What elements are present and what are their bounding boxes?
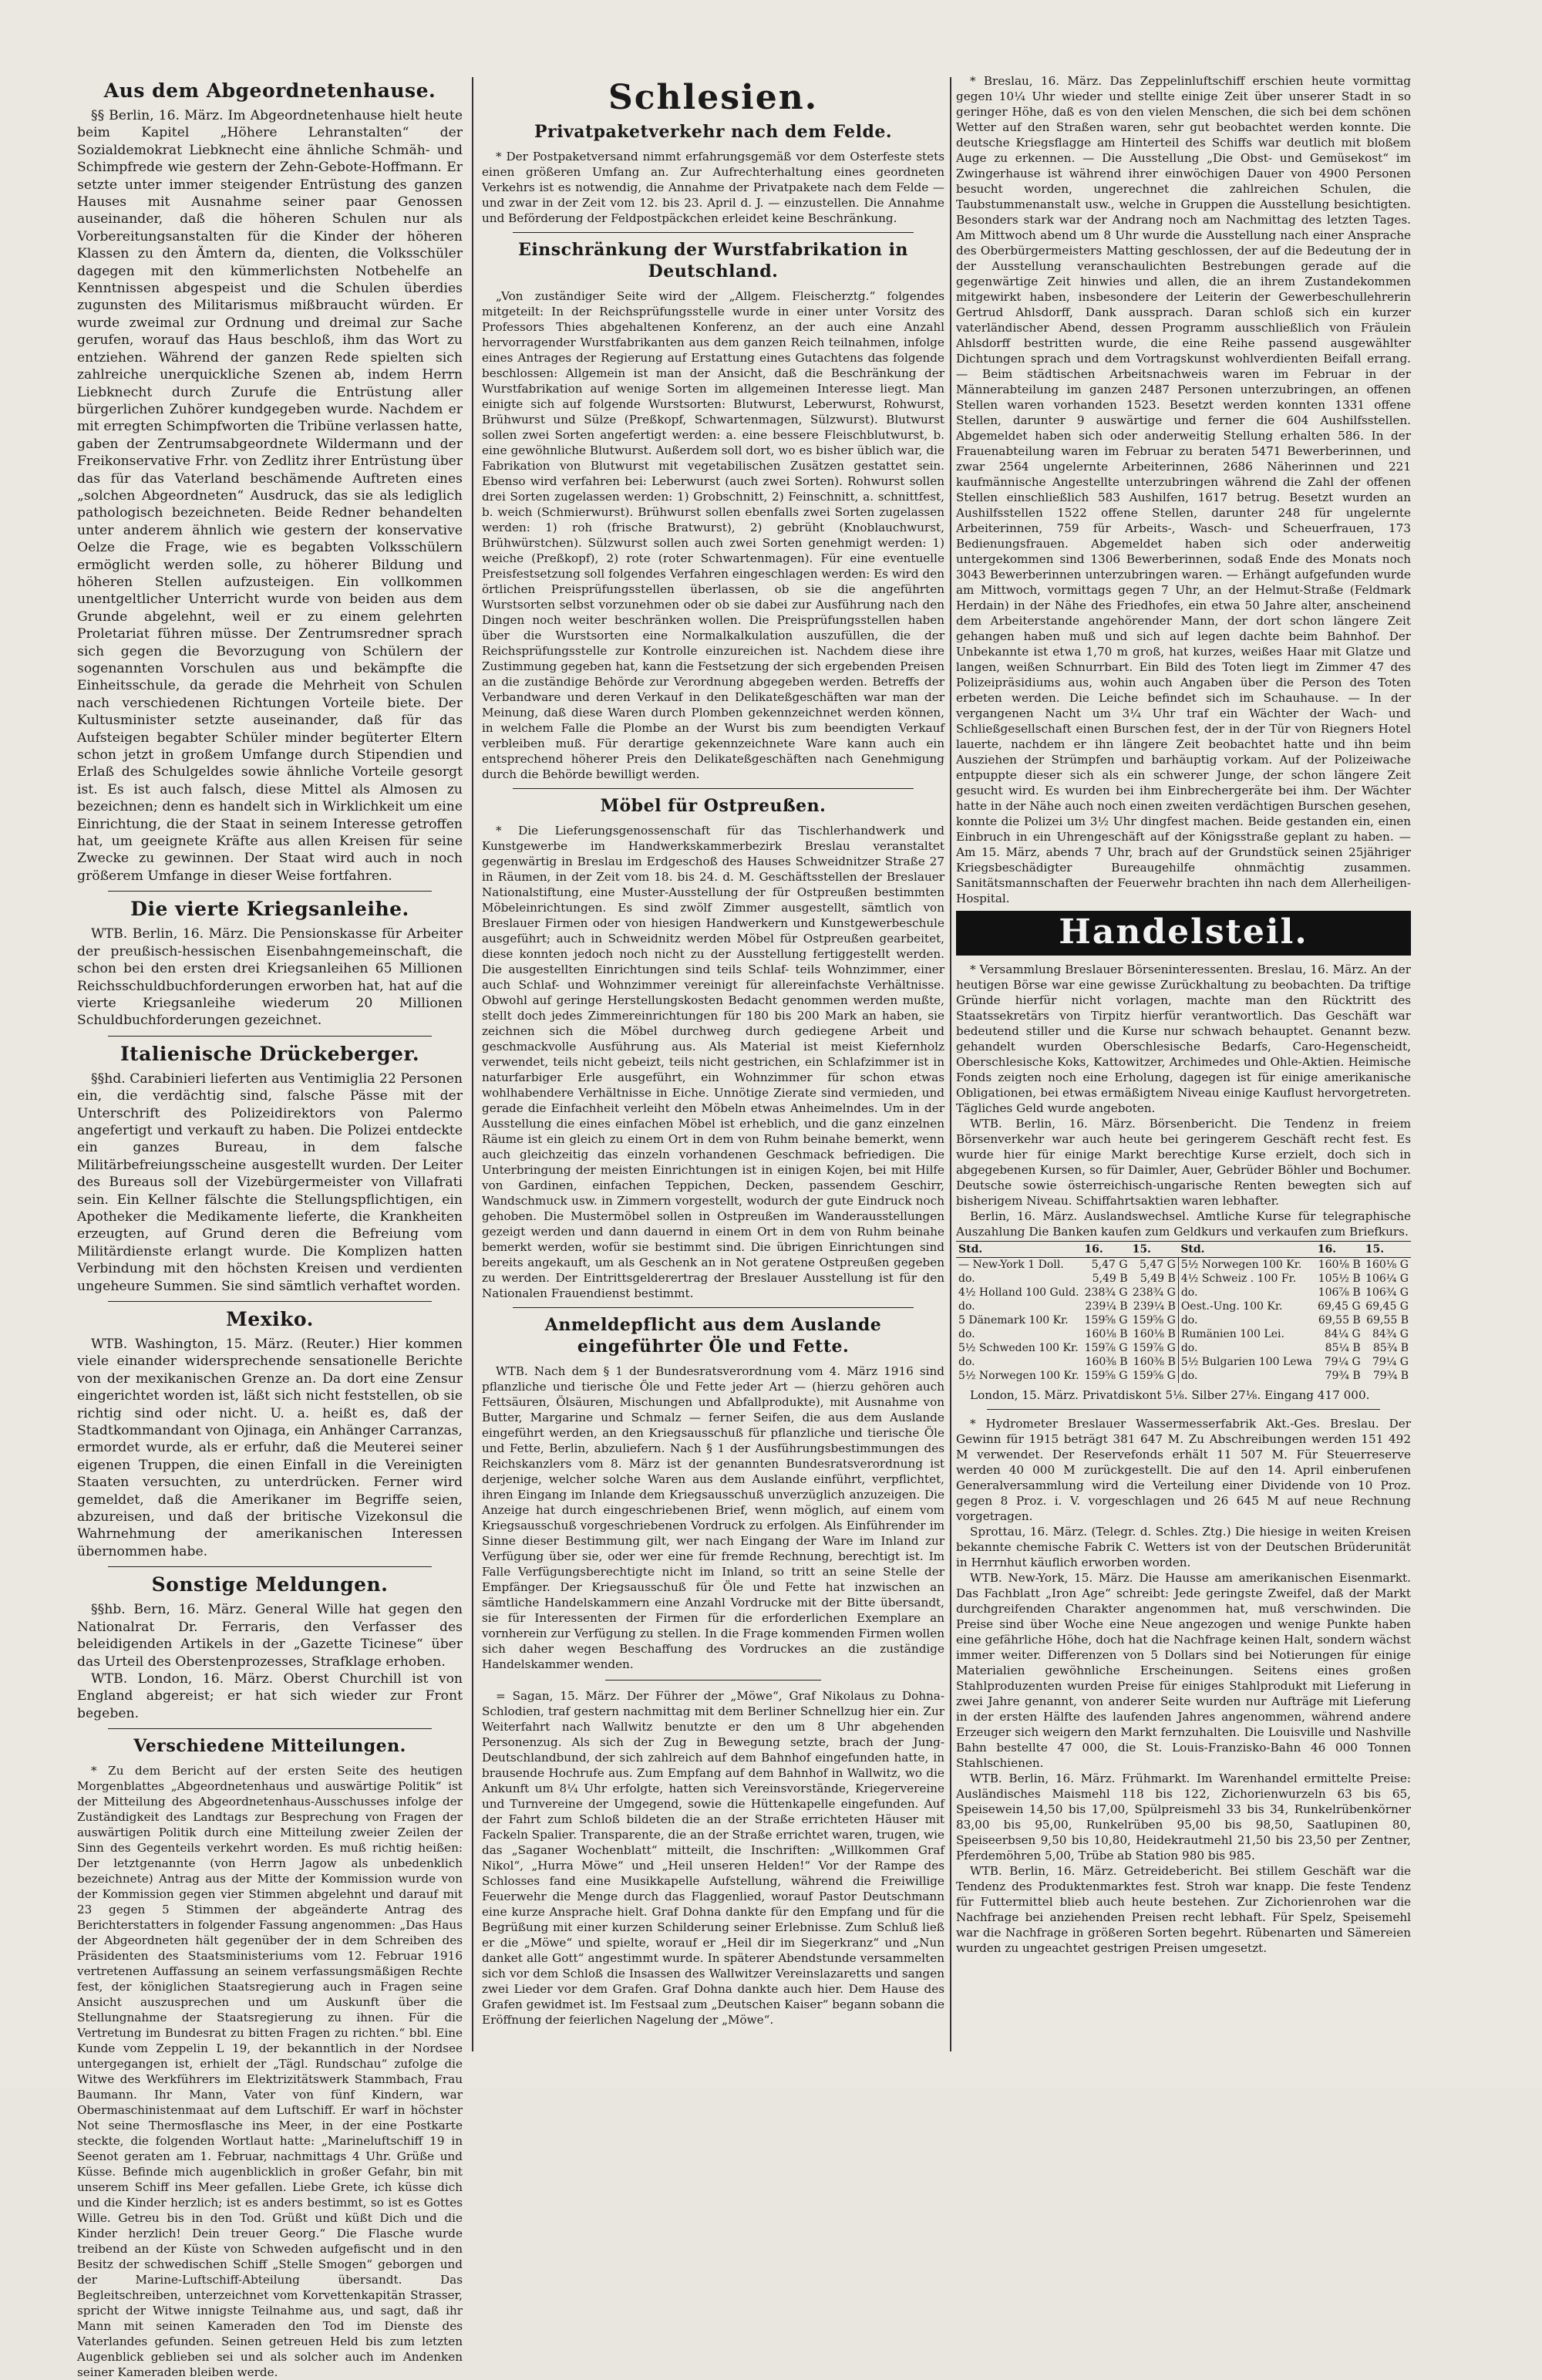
article-text: WTB. Berlin, 16. März. Getreidebericht. Bei stillem Geschäft war die Tendenz des Produktenmarktes fest. Stroh war knapp. Die feste Tendenz für Futtermittel blieb auch heute bestehen. Zur Zichorienrohen war die Nachfrage bei anziehenden Preisen recht lebhaft. Für Spelz, Speisemehl war die Nachfrage in größeren Sorten begehrt. Rübenarten und Sämereien wurden zu ungeachtet gestrigen Preisen umgesetzt. bbox=[956, 1864, 1411, 1955]
divider bbox=[108, 1566, 432, 1567]
table-cell: 160⅛ B bbox=[1133, 1328, 1176, 1340]
table-cell: 5 Dänemark 100 Kr. bbox=[958, 1314, 1069, 1327]
table-header-cell: 16. bbox=[1315, 1242, 1363, 1258]
left-column bbox=[77, 73, 463, 2380]
table-cell: Rumänien 100 Lei. bbox=[1178, 1327, 1315, 1341]
table-row bbox=[956, 1369, 1411, 1383]
section-heading: Mexiko. bbox=[226, 1308, 314, 1330]
table-cell: 159⅞ G bbox=[1084, 1342, 1128, 1354]
table-cell: 69,55 B bbox=[1366, 1314, 1409, 1327]
table-cell: 69,45 G bbox=[1318, 1300, 1361, 1313]
table-cell: 160⅛ G bbox=[1365, 1259, 1409, 1271]
article-text: * Die Lieferungsgenossenschaft für das Tischlerhandwerk und Kunstgewerbe im Handwerkskammerbezirk Breslau veranstaltet gegenwärtig in Breslau im Erdgeschoß des Hauses Schweidnitzer Straße 27 in Räumen, in der Zeit vom 18. bis 24. d. M. Geschäftsstellen der Breslauer Nationalstiftung, eine Muster-Ausstellung der für Ostpreußen bestimmten Möbeleinrichtungen. Es sind zwölf Zimmer ausgestellt, sämtlich von Breslauer Firmen oder von hiesigen Handwerkern und Kunstgewerbeschule ausgeführt; auch in Schweidnitz werden Möbel für Ostpreußen gearbeitet, diese konnten jedoch noch nicht zu der Ausstellung fertiggestellt werden. Die ausgestellten Einrichtungen sind teils Schlaf- teils Wohnzimmer, einer auch Schlaf- und Wohnzimmer vereinigt für allereinfachste Verhältnisse. Obwohl auf geringe Herstellungskosten Bedacht genommen werden mußte, stellt doch jedes Zimmereinrichtungen für 180 bis 200 Mark an haben, sie zeichnen sich die Möbel durchweg durch gediegene Arbeit und geschmackvolle Ausführung aus. Als Material ist meist Kiefernholz verwendet, teils nicht gebeizt, teils nicht gestrichen, ein Schlafzimmer ist in naturfarbiger Erle ausgeführt, ein Wohnzimmer für schon etwas wohlhabendere Verhältnisse in Eiche. Unnötige Zierate sind vermieden, und gerade die Einfachheit verleiht den Möbeln etwas Anheimelndes. Um in der Ausstellung die eines einfachen Möbel ist erheblich, und die ganz einzelnen Räume ist ein gleich zu einem Ort in dem von Ruhm beinahe bemerkt, wenn auch gleichzeitig das einzeln vorhandenen Geschmack befriedigen. Die Unterbringung der meisten Einrichtungen ist in einigen Kojen, bei mit Hilfe von Gardinen, einfachen Teppichen, Decken, passendem Geschirr, Wandschmuck usw. in Zimmern vorgestellt, wodurch der gute Eindruck noch gehoben. Die Mustermöbel sollen in Ostpreußen im Wanderausstellungen gezeigt werden und dann dauernd in einem Ort in dem von Ruhm beinahe bemerkt werden, wofür sie bestimmt sind. Die übrigen Einrichtungen sind bereits angekauft, um als Geschenk an in Not geratene Ostpreußen gegeben zu werden. Der Eintrittsgelderertrag der Breslauer Ausstellung ist für den Nationalen Frauendienst bestimmt. bbox=[482, 824, 944, 1300]
divider bbox=[108, 891, 432, 892]
article-text: §§hb. Bern, 16. März. General Wille hat gegen den Nationalrat Dr. Ferraris, den Verfasser des beleidigenden Artikels in der „Gazette Ticinese“ über das Urteil des Oberstenprozesses, Strafklage erhoben. bbox=[77, 1602, 463, 1670]
table-cell: 106⅞ B bbox=[1318, 1286, 1361, 1299]
table-cell: 238¾ G bbox=[1132, 1286, 1176, 1299]
table-cell: 5½ Schweden 100 Kr. bbox=[958, 1342, 1079, 1354]
divider bbox=[513, 232, 914, 233]
table-row bbox=[956, 1300, 1411, 1313]
section-heading: Verschiedene Mitteilungen. bbox=[133, 1736, 406, 1757]
table-cell: 84¼ G bbox=[1324, 1328, 1361, 1340]
divider bbox=[108, 1728, 432, 1729]
article-text: §§hd. Carabinieri lieferten aus Ventimiglia 22 Personen ein, die verdächtig sind, falsche Pässe mit der Unterschrift des Polizeidirektors von Palermo angefertigt und verkauft zu haben. Die Polizei entdeckte ein ganzes Bureau, in dem falsche Militärbefreiungsscheine ausgestellt wurden. Der Leiter des Bureaus soll der Vizebürgermeister von Villafrati sein. Ein Kellner fälschte die Stellungspflichtigen, ein Apotheker die Medikamente lieferte, die Krankheiten erzeugten, auf Grund deren die Befreiung vom Militärdienste erlangt wurde. Die Komplizen hatten Verbindung mit den höchsten Kreisen und verdienten ungeheure Summen. Sie sind sämtlich verhaftet worden. bbox=[77, 1070, 463, 1294]
column-rule bbox=[950, 77, 951, 2051]
table-cell: do. bbox=[958, 1328, 975, 1340]
section-title: Handelsteil. bbox=[1059, 912, 1308, 952]
section-heading: Sonstige Meldungen. bbox=[151, 1573, 389, 1596]
article-text: Sprottau, 16. März. (Telegr. d. Schles. Ztg.) Die hiesige in weiten Kreisen bekannte chemische Fabrik C. Wetters ist von der Deutschen Brüderunität in Herrnhut käuflich erworben worden. bbox=[956, 1525, 1411, 1569]
article-text: WTB. Washington, 15. März. (Reuter.) Hier kommen viele einander widersprechende sensationelle Berichte von der mexikanischen Grenze an. Da dort eine Zensur eingerichtet worden ist, läßt sich nicht feststellen, ob sie richtig sind oder nicht. U. a. heißt es, daß der Stadtkommandant von Ojinaga, ein Anhänger Carranzas, ermordet wurde, als er erfuhr, daß die Meuterei seiner eigenen Truppen, die einen Einfall in die Vereinigten Staaten versuchten, zu unterdrücken. Ferner wird gemeldet, daß die Amerikaner im Begriffe seien, abzureisen, und daß der britische Vizekonsul die Wahrnehmung der amerikanischen Interessen übernommen habe. bbox=[77, 1337, 463, 1559]
table-cell: 85¾ B bbox=[1372, 1342, 1409, 1354]
table-cell: Oest.-Ung. 100 Kr. bbox=[1178, 1300, 1315, 1313]
article-text: WTB. Berlin, 16. März. Börsenbericht. Die Tendenz in freiem Börsenverkehr war auch heute bei geringerem Geschäft recht fest. Es wurde hier für einige Markt berechtige Kurse erzielt, doch sich in abgegebenen Kursen, so für Daimler, Auer, Gebrüder Böhler und Bochumer. Deutsche sowie österreichisch-ungarische Renten bewegten sich auf bisherigem Niveau. Schiffahrtsaktien waren lebhafter. bbox=[956, 1117, 1411, 1208]
article-text: WTB. Berlin, 16. März. Die Pensionskasse für Arbeiter der preußisch-hessischen Eisenbahngemeinschaft, die schon bei den ersten drei Kriegsanleihen 65 Millionen Reichsschuldbuchforderungen erworben hat, hat auf die vierte Kriegsanleihe wiederum 20 Millionen Schuldbuchforderungen gezeichnet. bbox=[77, 926, 463, 1029]
article-text: = Sagan, 15. März. Der Führer der „Möwe“, Graf Nikolaus zu Dohna-Schlodien, traf gestern nachmittag mit dem Berliner Schnellzug hier ein. Zur Weiterfahrt nach Wallwitz benutzte er den um 8 Uhr abgehenden Personenzug. Als sich der Zug in Bewegung setzte, brach der Jung-Deutschlandbund, der sich zahlreich auf dem Bahnhof eingefunden hatte, in brausende Hochrufe aus. Zum Empfang auf dem Bahnhof in Wallwitz, wo die Ankunft um 8¼ Uhr erfolgte, hatten sich Vereinsvorstände, Kriegervereine und Turnvereine der Umgegend, sowie die Hüttenkapelle eingefunden. Auf der Fahrt zum Schloß bildeten die an der Straße errichteten Häuser mit Fackeln Spalier. Transparente, die an der Straße errichtet waren, trugen, wie das „Saganer Wochenblatt“ mitteilt, die Inschriften: „Willkommen Graf Nikol“, „Hurra Möwe“ und „Heil unseren Helden!“ Vor der Rampe des Schlosses fand eine Musikkapelle Aufstellung, während die Freiwillige Feuerwehr die Menge durch das Flaggenlied, worauf Pastor Deutschmann eine kurze Ansprache hielt. Graf Dohna dankte für den Empfang und für die Begrüßung mit einer kurzen Schilderung seiner Erlebnisse. Zum Schluß ließ er die „Möwe“ und spielte, worauf er „Heil dir im Siegerkranz“ und „Nun danket alle Gott“ angestimmt wurde. In späterer Abendstunde versammelten sich vor dem Schloß die Insassen des Wallwitzer Vereinslazaretts und sangen zwei Lieder vor dem Grafen. Graf Dohna dankte auch hier. Dem Hause des Grafen gewidmet ist. Im Festsaal zum „Deutschen Kaiser“ begann sobann die Eröffnung der feierlichen Nagelung der „Möwe“. bbox=[482, 1689, 944, 2027]
article-text: * Hydrometer Breslauer Wassermesserfabrik Akt.-Ges. Breslau. Der Gewinn für 1915 beträgt 381 647 M. Zu Abschreibungen werden 151 492 M verwendet. Der Reservefonds erhält 11 507 M. Für Steuerreserve werden 40 000 M zurückgestellt. Die auf den 14. April einberufenen Generalversammlung wird die Verteilung einer Dividende von 10 Proz. gegen 8 Proz. i. V. vorgeschlagen und 26 645 M auf neue Rechnung vorgetragen. bbox=[956, 1417, 1411, 1523]
article-text: WTB. London, 16. März. Oberst Churchill ist von England abgereist; er hat sich wieder zur Front begeben. bbox=[77, 1670, 463, 1721]
table-cell: 106¼ G bbox=[1365, 1273, 1409, 1285]
table-header-cell: 15. bbox=[1363, 1242, 1411, 1258]
table-cell: 159⅝ G bbox=[1084, 1314, 1128, 1327]
table-header-cell: Std. bbox=[956, 1242, 1082, 1258]
table-cell: 79¾ B bbox=[1372, 1370, 1409, 1382]
table-cell: — New-York 1 Doll. bbox=[958, 1259, 1064, 1271]
article-text: WTB. Berlin, 16. März. Frühmarkt. Im Warenhandel ermittelte Preise: Ausländisches Maismehl 118 bis 122, Zichorienwurzeln 63 bis 65, Speisewein 14,50 bis 17,00, Spülpreismehl 33 bis 34, Runkelrübenkörner 83,00 bis 95,00, Runkelrüben 95,00 bis 98,50, Saatlupinen 80, Speiseerbsen 9,50 bis 10,80, Heidekrautmehl 21,50 bis 23,50 per Zentner, Pferdemöhren 5,00, Trübe ab Station 980 bis 985. bbox=[956, 1772, 1411, 1863]
divider bbox=[108, 1036, 432, 1037]
section-heading: Anmeldepflicht aus dem Auslande eingeführter Öle und Fette. bbox=[544, 1315, 882, 1357]
table-row bbox=[956, 1341, 1411, 1355]
table-row bbox=[956, 1313, 1411, 1327]
divider bbox=[108, 1301, 432, 1302]
exchange-rate-table bbox=[956, 1241, 1411, 1383]
article-text: * Versammlung Breslauer Börseninteressenten. Breslau, 16. März. An der heutigen Börse war eine gewisse Zurückhaltung zu beobachten. Da triftige Gründe hierfür nicht vorlagen, machte man den Rücktritt des Staatssekretärs von Tirpitz hierfür verantwortlich. Das Geschäft war bedeutend stiller und die Kurse nur schwach behauptet. Genannt bezw. gehandelt wurden Oberschlesische Bedarfs, Caro-Hegenscheidt, Oberschlesische Koks, Kattowitzer, Archimedes und Ohle-Aktien. Heimische Fonds zeigten noch eine Erholung, dagegen ist für einige amerikanische Obligationen, bei etwas ermäßigtem Niveau einige Kauflust hervorgetreten. Tägliches Geld wurde angeboten. bbox=[956, 962, 1411, 1115]
divider bbox=[513, 1307, 914, 1308]
table-cell: 5,49 B bbox=[1140, 1273, 1176, 1285]
article-text: „Von zuständiger Seite wird der „Allgem. Fleischerztg.“ folgendes mitgeteilt: In der Reichsprüfungsstelle wurde in einer unter Vorsitz des Professors Thies abgehaltenen Konferenz, an der auch eine Anzahl hervorragender Wurstfabrikanten aus dem ganzen Reich teilnahmen, infolge eines Antrages der Regierung auf Erstattung eines Gutachtens das folgende beschlossen: Allgemein ist man der Ansicht, daß die Beschränkung der Wurstfabrikation auf wenige Sorten im allgemeinen Interesse liegt. Man einigte sich auf folgende Wurstsorten: Blutwurst, Leberwurst, Rohwurst, Brühwurst und Sülze (Preßkopf, Schwartenmagen, Sülzwurst). Blutwurst sollen zwei Sorten angefertigt werden: a. eine bessere Fleischblutwurst, b. eine gewöhnliche Blutwurst. Außerdem soll dort, wo es bisher üblich war, die Fabrikation von Blutwurst mit vegetabilischen Zusätzen gestattet sein. Ebenso wird verfahren bei: Leberwurst (auch zwei Sorten). Rohwurst sollen drei Sorten zugelassen werden: 1) Grobschnitt, 2) Feinschnitt, a. schnittfest, b. weich (Schmierwurst). Brühwurst sollen ebenfalls zwei Sorten zugelassen werden: 1) roh (frische Bratwurst), 2) gebrüht (Knoblauchwurst, Brühwürstchen). Sülzwurst sollen auch zwei Sorten genehmigt werden: 1) weiche (Preßkopf), 2) rote (roter Schwartenmagen). Für eine eventuelle Preisfestsetzung soll folgendes Verfahren eingeschlagen werden: Es wird den örtlichen Preisprüfungsstellen überlassen, ob sie die angeführten Wurstsorten selbst vorzunehmen oder ob sie dabei zur Ausführung nach den Dingen noch weiter beschränken wollen. Die Preisprüfungsstellen haben über die Wurstsorten eine Normalkalkulation auszufüllen, die der Reichsprüfungsstelle zur Kontrolle einzureichen ist. Nachdem diese ihre Zustimmung gegeben hat, kann die Festsetzung der sich ergebenden Preisen an die zuständige Behörde zur Verordnung abgegeben werden. Betreffs der Verbandware und deren Verkauf in den Delikateßgeschäften war man der Meinung, daß diese Waren durch Plomben gekennzeichnet werden können, in welchem Falle die Plombe an der Wurst bis zum beendigten Verkauf verbleiben muß. Für derartige gekennzeichnete Ware kann auch ein entsprechend höherer Preis den Delikateßgeschäften nach Genehmigung durch die Behörde bewilligt werden. bbox=[482, 289, 944, 781]
table-cell: 5½ Norwegen 100 Kr. bbox=[958, 1370, 1079, 1382]
table-cell: 5,47 G bbox=[1140, 1259, 1176, 1271]
exchange-intro: Berlin, 16. März. Auslandswechsel. Amtliche Kurse für telegraphische Auszahlung Die Banken kaufen zum Geldkurs und verkaufen zum Briefkurs. bbox=[956, 1209, 1411, 1239]
table-cell: 85¼ B bbox=[1325, 1342, 1361, 1354]
table-cell: 79¼ G bbox=[1372, 1356, 1409, 1368]
section-title: Schlesien. bbox=[608, 78, 819, 117]
table-cell: do. bbox=[958, 1273, 975, 1285]
section-heading: Aus dem Abgeordnetenhause. bbox=[103, 79, 436, 102]
exchange-footnote: London, 15. März. Privatdiskont 5⅛. Silber 27⅛. Eingang 417 000. bbox=[970, 1388, 1370, 1402]
table-cell: 84¾ G bbox=[1372, 1328, 1409, 1340]
table-cell: 79¼ G bbox=[1324, 1356, 1361, 1368]
table-cell: 69,45 G bbox=[1365, 1300, 1409, 1313]
table-cell: 160⅛ B bbox=[1318, 1259, 1361, 1271]
table-row bbox=[956, 1272, 1411, 1286]
table-body bbox=[956, 1258, 1411, 1384]
table-header-cell: 15. bbox=[1130, 1242, 1179, 1258]
right-column bbox=[956, 73, 1411, 2055]
table-cell: do. bbox=[1178, 1313, 1315, 1327]
table-header-cell: Std. bbox=[1178, 1242, 1315, 1258]
table-cell: 5,47 G bbox=[1091, 1259, 1128, 1271]
table-row bbox=[956, 1355, 1411, 1369]
table-cell: 69,55 B bbox=[1318, 1314, 1361, 1327]
table-cell: 159⅝ G bbox=[1132, 1314, 1176, 1327]
table-cell: do. bbox=[1178, 1369, 1315, 1383]
table-row bbox=[956, 1258, 1411, 1273]
section-banner bbox=[956, 911, 1411, 956]
article-text: * Breslau, 16. März. Das Zeppelinluftschiff erschien heute vormittag gegen 10¼ Uhr wieder und stellte einige Zeit über unserer Stadt in so geringer Höhe, daß es von den vielen Menschen, die sich bei dem schönen Wetter auf den Straßen waren, sehr gut beobachtet werden konnte. Die deutsche Kriegsflagge am Hinterteil des Schiffs war deutlich mit bloßem Auge zu erkennen. — Die Ausstellung „Die Obst- und Gemüsekost“ im Zwingerhause ist während ihrer einwöchigen Dauer von 4900 Personen besucht worden, ungerechnet die zahlreichen Schulen, die Taubstummenanstalt usw., welche in Gruppen die Ausstellung besichtigten. Besonders stark war der Andrang noch am Nachmittag des letzten Tages. Am Mittwoch abend um 8 Uhr wurde die Ausstellung nach einer Ansprache des Oberbürgermeisters Matting geschlossen, der auf die Bedeutung der in der Ausstellung veranschaulichten Bestrebungen gerade auf die gegenwärtige Zeit hinwies und allen, die an ihrem Zustandekommen mitgewirkt haben, insbesondere der Leiterin der Gewerbeschullehrerin Gertrud Ahlsdorff, Dank aussprach. Daran schloß sich ein kurzer vaterländischer Abend, dessen Programm ausschließlich von Fräulein Ahlsdorff bestritten wurde, die eine Reihe passend ausgewählter Dichtungen sprach und dem Vortragskunst wohlverdienten Beifall errang. — Beim städtischen Arbeitsnachweis waren im Februar in der Männerabteilung im ganzen 2487 Personen unterzubringen, an offenen Stellen waren vorhanden 1523. Besetzt werden konnten 1331 offene Stellen, darunter 9 auswärtige und ferner die 604 Aushilfsstellen. Abgemeldet haben sich oder anderweitig Stellung erhalten 586. In der Frauenabteilung waren im Februar zu beraten 5471 Bewerberinnen, und zwar 2564 ungelernte Arbeiterinnen, 2686 Näherinnen und 221 kaufmännische Angestellte unterzubringen während die Zahl der offenen Stellen einschließlich 583 Aushilfen, 1617 betrug. Besetzt wurden an Aushilfsstellen 1522 offene Stellen, darunter 248 für ungelernte Arbeiterinnen, 759 für Arbeits-, Wasch- und Scheuerfrauen, 173 Bedienungsfrauen. Abgemeldet haben sich oder anderweitig untergekommen sind 1306 Bewerberinnen, sodaß Ende des Monats noch 3043 Bewerberinnen unterzubringen waren. — Erhängt aufgefunden wurde am Mittwoch, vormittags gegen 7 Uhr, an der Helmut-Straße (Feldmark Herdain) in der Nähe des Friedhofes, ein etwa 50 Jahre alter, anscheinend dem Arbeiterstande angehörender Mann, der dort schon längere Zeit gehangen haben muß und sich auf legen dachte beim Bahnhof. Der Unbekannte ist etwa 1,70 m groß, hat kurzes, weißes Haar mit Glatze und langen, weißen Schnurrbart. Ein Bild des Toten liegt im Zimmer 47 des Polizeipräsidiums aus, wohin auch Angaben über die Person des Toten erbeten werden. Die Leiche befindet sich im Schauhause. — In der vergangenen Nacht um 3¼ Uhr traf ein Wächter der Wach- und Schließgesellschaft einen Burschen fest, der in der Tür von Riegners Hotel lauerte, nachdem er ihn längere Zeit beobachtet hatte und ihn beim Ausziehen der Strümpfen und barhäuptig vorkam. Auf der Polizeiwache entpuppte dieser sich als ein schwerer Junge, der schon längere Zeit gesucht wird. Es wurden bei ihm Einbrechergeräte bei ihm. Der Wächter hatte in der Nähe auch noch einen zweiten verdächtigen Burschen gesehen, konnte die Polizei um 3½ Uhr dingfest machen. Beide gestanden ein, einen Einbruch in ein Uhrengeschäft auf der Königsstraße geplant zu haben. — Am 15. März, abends 7 Uhr, brach auf der Grundstück seinen 25jähriger Kriegsbeschädigter Bureaugehilfe ohnmächtig zusammen. Sanitätsmannschaften der Feuerwehr brachten ihn nach dem Allerheiligen-Hospital. bbox=[956, 74, 1411, 905]
table-cell: do. bbox=[1178, 1286, 1315, 1300]
article-text: WTB. Nach dem § 1 der Bundesratsverordnung vom 4. März 1916 sind pflanzliche und tierische Öle und Fette jeder Art — (hierzu gehören auch Fettsäuren, Ölsäuren, Mischungen und Abfallprodukte), mit Ausnahme von Butter, Margarine und Schmalz — ferner Seifen, die aus dem Auslande eingeführt werden, an den Kriegsausschuß für pflanzliche und tierische Öle und Fette, Berlin, abzuliefern. Nach § 1 der Ausführungsbestimmungen des Reichskanzlers vom 8. März ist der genannten Bundesratsverordnung ist derjenige, welcher solche Waren aus dem Auslande einführt, verpflichtet, ihren Eingang im Inlande dem Kriegsausschuß unverzüglich anzuzeigen. Die Anzeige hat durch eingeschriebenen Brief, wenn möglich, auf einem vom Kriegsausschuß vorgeschriebenen Vordruck zu erfolgen. Als Einführender im Sinne dieser Bestimmung gilt, wer nach Eingang der Ware im Inland zur Verfügung über sie, oder wer eine für fremde Rechnung, berechtigt ist. Im Falle Verfügungsberechtigte nicht im Inland, so tritt an seine Stelle der Empfänger. Der Kriegsausschuß für Öle und Fette hat inzwischen an sämtliche Handelskammern eine Anzahl Vordrucke mit der Bitte übersandt, sie für Interessenten der Firmen für die erforderlichen Exemplare an vornherein zur Verfügung zu stellen. In die Frage kommenden Firmen wollen sich daher wegen Beschaffung des Vordruckes an die zuständige Handelskammer wenden. bbox=[482, 1364, 944, 1671]
table-cell: 4½ Holland 100 Guld. bbox=[958, 1286, 1079, 1299]
table-cell: 159⅝ G bbox=[1132, 1370, 1176, 1382]
table-cell: 5½ Norwegen 100 Kr. bbox=[1178, 1258, 1315, 1273]
table-cell: 159⅞ G bbox=[1132, 1342, 1176, 1354]
table-cell: 159⅝ G bbox=[1084, 1370, 1128, 1382]
article-text: §§ Berlin, 16. März. Im Abgeordnetenhause hielt heute beim Kapitel „Höhere Lehranstalten“ der Sozialdemokrat Liebknecht eine ähnliche Schmäh- und Schimpfrede wie gestern der Zehn-Gebote-Hoffmann. Er setzte unter immer steigender Entrüstung des ganzen Hauses mit Ausnahme seiner paar Genossen auseinander, daß die höheren Schulen nur als Vorbereitungsanstalten für die Kinder der höheren Klassen zu den Ämtern da, dienten, die Volksschüler dagegen mit den kümmerlichsten Notbehelfe an Kenntnissen abgespeist und die Schulen überdies zugunsten des Militarismus mißbraucht würden. Er wurde zweimal zur Ordnung und dreimal zur Sache gerufen, worauf das Haus beschloß, ihm das Wort zu entziehen. Während der ganzen Rede spielten sich zahlreiche unerquickliche Szenen ab, indem Herrn Liebknecht durch Zurufe die Entrüstung aller bürgerlichen Zuhörer kundgegeben wurde. Nachdem er mit erregten Schimpfworten die Tribüne verlassen hatte, gaben der Zentrumsabgeordnete Wildermann und der Freikonservative Frhr. von Zedlitz ihrer Entrüstung über das für das Vaterland beschämende Auftreten eines „solchen Abgeordneten“ Ausdruck, das sie als lediglich pathologisch bezeichneten. Beide Redner behandelten unter anderem ähnlich wie gestern der konservative Oelze die Frage, wie es begabten Volksschülern ermöglicht werden solle, zu höherer Bildung und höheren Stellen aufzusteigen. Ein vollkommen unentgeltlicher Unterricht wurde von beiden aus dem Grunde abgelehnt, weil er zu einem gelehrten Proletariat führen müsse. Der Zentrumsredner sprach sich gegen die Bevorzugung von Schülern der sogenannten Vorschulen aus und bekämpfte die Einheitsschule, da gerade die Mehrheit von Schulen nach verschiedenen Richtungen Vorteile biete. Der Kultusminister setzte auseinander, daß für das Aufsteigen begabter Schüler minder begüterter Eltern schon jetzt in großem Umfange durch Stipendien und Erlaß des Schulgeldes sowie ähnliche Vorteile gesorgt ist. Es ist auch falsch, diese Mittel als Almosen zu bezeichnen; denn es handelt sich in Wirklichkeit um eine Einrichtung, die der Staat in seinem Interesse getroffen hat, um geeignete Kräfte aus allen Kreisen für seine Zwecke zu gewinnen. Der Staat wird auch in noch größerem Umfange in dieser Weise fortfahren. bbox=[77, 108, 463, 884]
table-cell: 106¾ G bbox=[1365, 1286, 1409, 1299]
section-heading: Italienische Drückeberger. bbox=[120, 1042, 420, 1065]
table-cell: 160⅛ B bbox=[1085, 1328, 1128, 1340]
table-row bbox=[956, 1286, 1411, 1300]
article-text: * Zu dem Bericht auf der ersten Seite des heutigen Morgenblattes „Abgeordnetenhaus und auswärtige Politik“ ist der Mitteilung des Abgeordnetenhaus-Ausschusses infolge der Zuständigkeit des Landtags zur Besprechung von Fragen der auswärtigen Politik durch eine Mitteilung zweier Zeilen der Sinn des Gegenteils verkehrt worden. Es muß richtig heißen: Der letztgenannte (von Herrn Jagow als unbedenklich bezeichnete) Antrag aus der Mitte der Kommission wurde von der Kommission gegen vier Stimmen abgelehnt und darauf mit 23 gegen 5 Stimmen der abgeänderte Antrag des Berichterstatters in folgender Fassung angenommen: „Das Haus der Abgeordneten hält gegenüber der in dem Schreiben des Präsidenten des Staatsministeriums vom 12. Februar 1916 vertretenen Auffassung an seinem verfassungsmäßigen Rechte fest, der königlichen Staatsregierung auch in Fragen seine Ansicht auszusprechen und um Auskunft über die Stellungnahme der Staatsregierung zu ihnen. Für die Vertretung im Bundesrat zu bitten Fragen zu richten.“ bbl. Eine Kunde vom Zeppelin L 19, der bekanntlich in der Nordsee untergegangen ist, erhielt der „Tägl. Rundschau“ zufolge die Witwe des Werkführers im Elektrizitätswerk Stammbach, Frau Baumann. Ihr Mann, Vater von fünf Kindern, war Obermaschinistenmaat auf dem Luftschiff. Er warf in höchster Not seine Thermosflasche ins Meer, in der eine Postkarte steckte, die folgenden Wortlaut hatte: „Marineluftschiff 19 in Seenot geraten am 1. Februar, nachmittags 4 Uhr. Grüße und Küsse. Befinde mich augenblicklich in großer Gefahr, bin mit unserem Schiff ins Meer gefallen. Liebe Grete, ich küsse dich und die Kinder herzlich; ist es anders bestimmt, so ist es Gottes Wille. Getreu bis in den Tod. Grüßt und küßt Dich und die Kinder herzlich! Dein treuer Georg.“ Die Flasche wurde treibend an der Küste von Schweden aufgefischt und in den Besitz der schwedischen Schiff „Stelle Smogen“ geborgen und der Marine-Luftschiff-Abteilung übersandt. Das Begleitschreiben, unterzeichnet vom Korvettenkapitän Strasser, spricht der Witwe innigste Teilnahme aus, und sagt, daß ihr Mann mit seinen Kameraden den Tod im Dienste des Vaterlandes gefunden. Seinen getreuen Held bis zum letzten Augenblick geblieben sei und als solcher auch im Andenken seiner Kameraden bleiben werde. bbox=[77, 1764, 463, 2380]
table-cell: 5,49 B bbox=[1092, 1273, 1128, 1285]
divider bbox=[513, 788, 914, 789]
section-heading: Die vierte Kriegsanleihe. bbox=[130, 898, 409, 921]
table-row bbox=[956, 1327, 1411, 1341]
divider bbox=[987, 1409, 1380, 1410]
table-cell: 5½ Bulgarien 100 Lewa bbox=[1178, 1355, 1315, 1369]
table-cell: do. bbox=[1178, 1341, 1315, 1355]
section-heading: Einschränkung der Wurstfabrikation in Deutschland. bbox=[518, 240, 908, 281]
table-cell: do. bbox=[958, 1300, 975, 1313]
middle-column bbox=[482, 73, 944, 2055]
table-cell: 239¼ B bbox=[1133, 1300, 1176, 1313]
article-text: WTB. New-York, 15. März. Die Hausse am amerikanischen Eisenmarkt. Das Fachblatt „Iron Age“ schreibt: Jede geringste Zweifel, daß der Markt durchgreifenden Charakter angenommen hat, muß verschwinden. Die Preise sind über Woche eine Neue angezogen und wenige Punkte haben eine gefährliche Höhe, doch hat die Nachfrage keinen Halt, sondern wächst immer weiter. Differenzen von 5 Dollars sind bei Notierungen für einige Materialien gewöhnliche Erscheinungen. Seitens eines großen Stahlproduzenten wurden Preise für einiges Stahlprodukt mit Lieferung in zwei Jahre genannt, von anderer Seite wurden nur Aufträge mit Lieferung in der ersten Hälfte des laufenden Jahres angenommen, während andere Erzeuger sich weigern den Markt fernzuhalten. Die Louisville und Nashville Bahn bestellte 47 000, die St. Louis-Franzisko-Bahn 46 000 Tonnen Stahlschienen. bbox=[956, 1571, 1411, 1770]
table-cell: 238¾ G bbox=[1084, 1286, 1128, 1299]
table-header-row bbox=[956, 1242, 1411, 1258]
table-cell: do. bbox=[958, 1356, 975, 1368]
table-cell: 160⅜ B bbox=[1085, 1356, 1128, 1368]
table-cell: 239¼ B bbox=[1085, 1300, 1128, 1313]
article-text: * Der Postpaketversand nimmt erfahrungsgemäß vor dem Osterfeste stets einen größeren Umfang an. Zur Aufrechterhaltung eines geordneten Verkehrs ist es notwendig, die Annahme der Privatpakete nach dem Felde — und zwar in der Zeit vom 12. bis 23. April d. J. — einzustellen. Die Annahme und Beförderung der Feldpostpäckchen erleidet keine Beschränkung. bbox=[482, 150, 944, 225]
section-heading: Privatpaketverkehr nach dem Felde. bbox=[534, 122, 892, 142]
table-cell: 160⅜ B bbox=[1133, 1356, 1176, 1368]
table-cell: 105½ B bbox=[1318, 1273, 1361, 1285]
section-heading: Möbel für Ostpreußen. bbox=[600, 796, 827, 816]
table-cell: 79¾ B bbox=[1325, 1370, 1361, 1382]
table-cell: 4½ Schweiz . 100 Fr. bbox=[1178, 1272, 1315, 1286]
table-header-cell: 16. bbox=[1082, 1242, 1130, 1258]
column-rule bbox=[472, 77, 473, 2051]
